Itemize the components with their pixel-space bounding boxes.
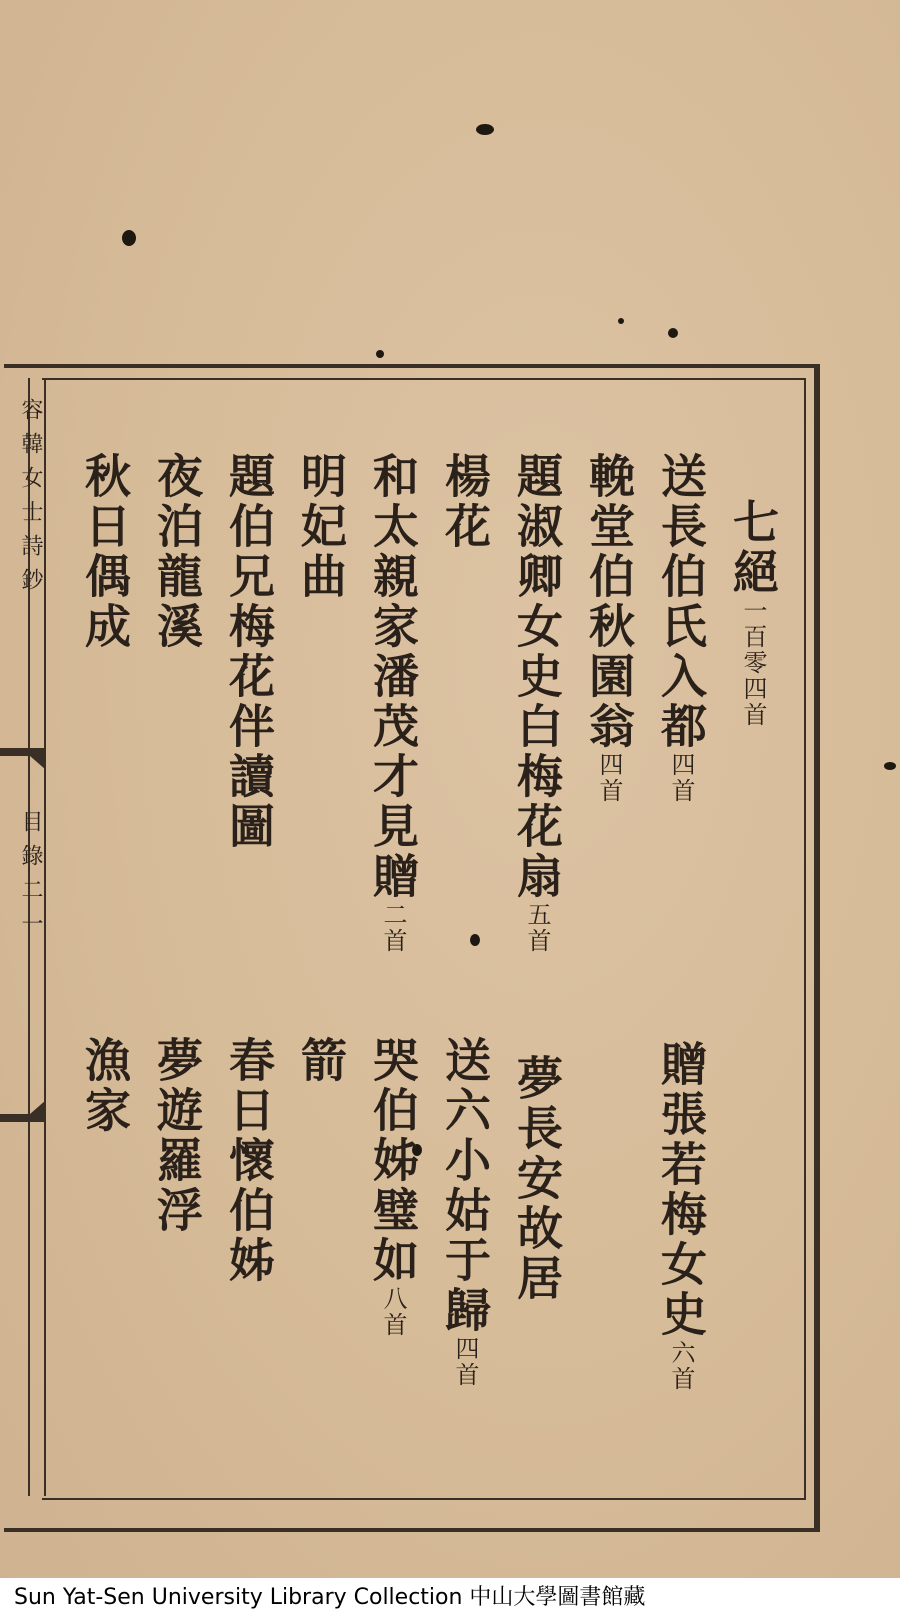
fishtail-mark (0, 748, 46, 770)
toc-entry: 題伯兄梅花伴讀圖 (222, 452, 276, 852)
toc-entry: 箭 (294, 1036, 348, 1086)
ink-speck (618, 318, 624, 324)
toc-entry: 送長伯氏入都四首 (654, 452, 708, 804)
toc-entry: 楊花 (438, 452, 492, 552)
toc-entry: 題淑卿女史白梅花扇五首 (510, 452, 564, 954)
ink-speck (668, 328, 678, 338)
ink-speck (884, 762, 896, 770)
toc-entry: 和太親家潘茂才見贈二首 (366, 452, 420, 954)
ink-speck (476, 124, 494, 135)
heading-title: 七絕 (726, 498, 780, 598)
toc-entry: 夢長安故居 (510, 1054, 564, 1304)
toc-entry: 夜泊龍溪 (150, 452, 204, 652)
collection-caption: Sun Yat-Sen University Library Collection 中山大學圖書館藏 (0, 1578, 900, 1618)
fishtail-mark (0, 1098, 46, 1122)
ink-speck (376, 350, 384, 358)
toc-entry: 漁家 (78, 1036, 132, 1136)
toc-entry: 送六小姑于歸四首 (438, 1036, 492, 1388)
section-heading (728, 498, 778, 728)
toc-entry: 贈張若梅女史六首 (654, 1040, 708, 1392)
toc-entry: 秋日偶成 (78, 452, 132, 652)
toc-entry: 春日懷伯姊 (222, 1036, 276, 1286)
spine-rule (44, 378, 46, 1496)
toc-entry: 明妃曲 (294, 452, 348, 602)
toc-entry: 哭伯姊璧如八首 (366, 1036, 420, 1338)
section-label: 目錄二一 (18, 810, 43, 946)
toc-entry: 輓堂伯秋園翁四首 (582, 452, 636, 804)
book-title: 容韓女士詩鈔 (18, 398, 43, 602)
toc-entry: 夢遊羅浮 (150, 1036, 204, 1236)
heading-count: 一百零四首 (739, 598, 767, 728)
ink-speck (122, 230, 136, 246)
